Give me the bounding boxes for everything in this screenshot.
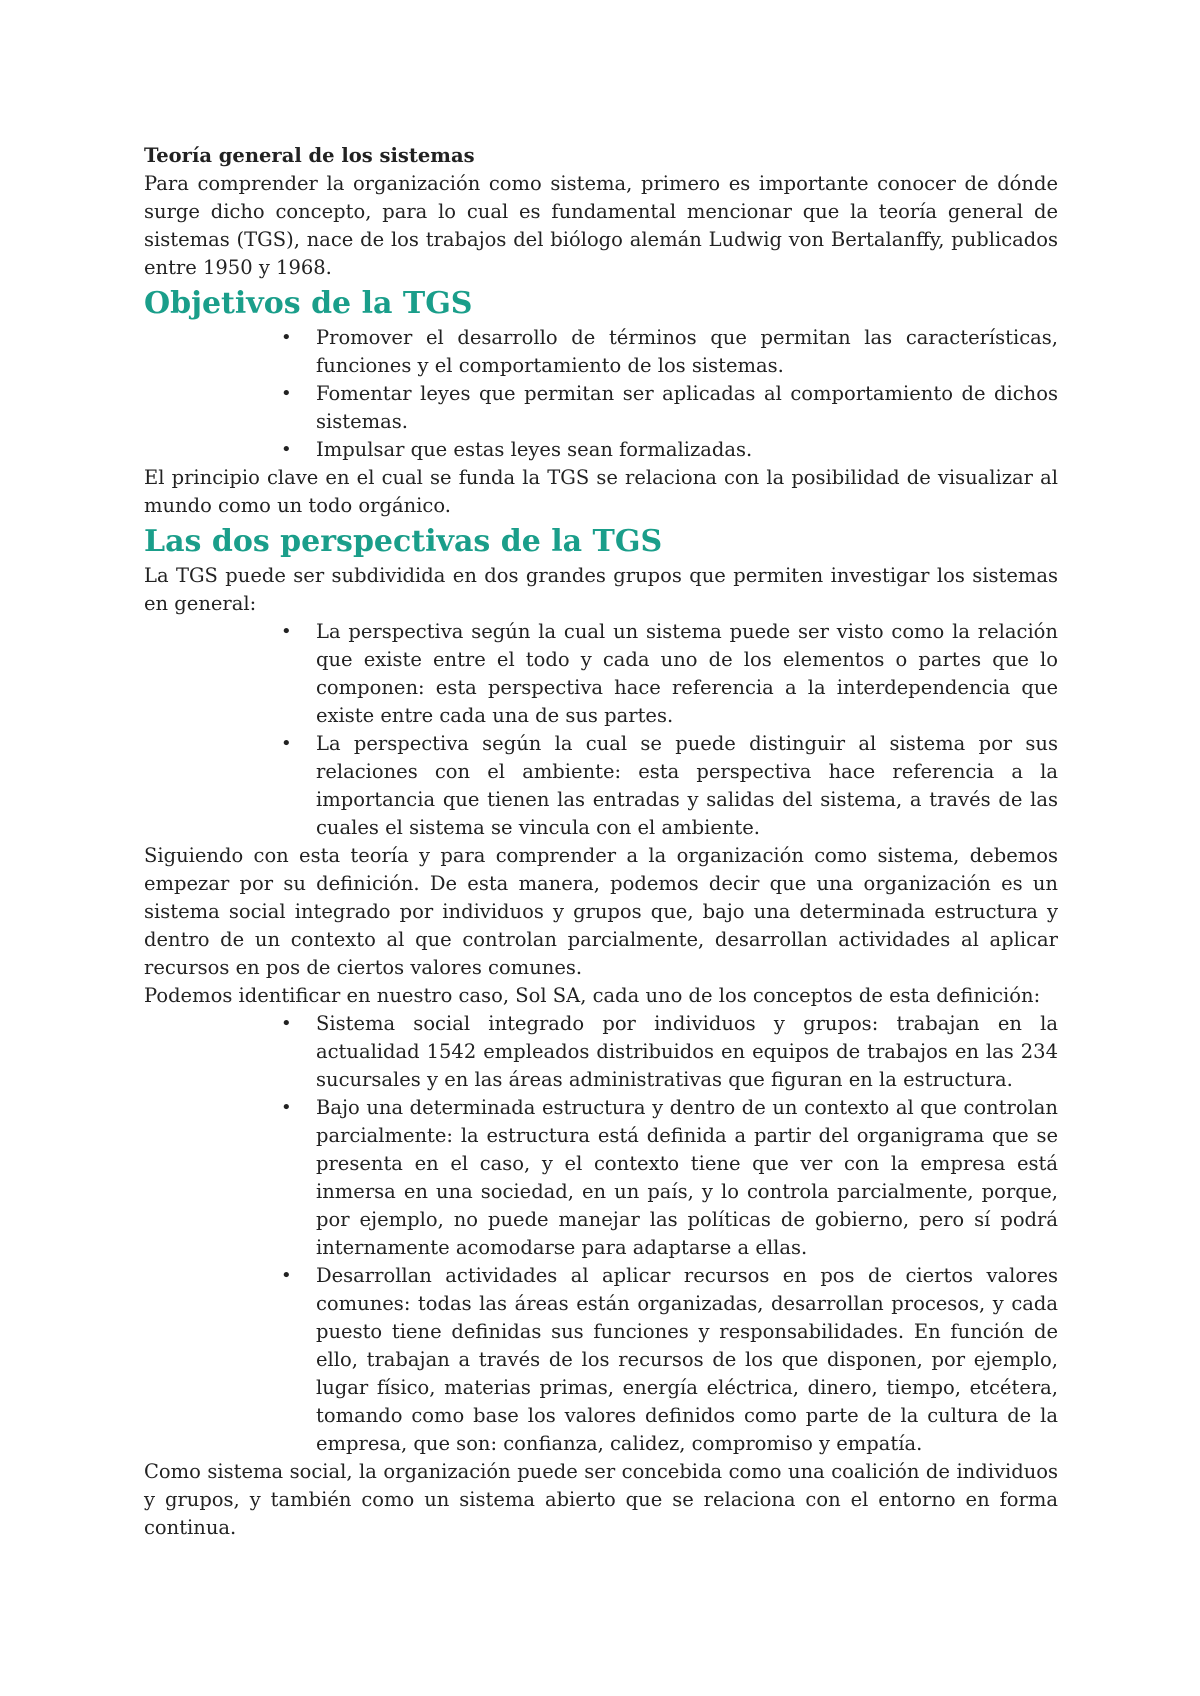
bullet-icon: • <box>281 383 292 404</box>
section-heading-objetivos: Objetivos de la TGS <box>144 286 473 321</box>
concepts-list <box>144 1010 1058 1458</box>
closing-paragraph: Como sistema social, la organización puede ser concebida como una coalición de individuos y grupos, y también como un sistema abierto que se relaciona con el entorno en forma continua. <box>144 1460 1058 1539</box>
objetivos-list <box>144 324 1058 464</box>
perspectivas-intro: La TGS puede ser subdividida en dos grandes grupos que permiten investigar los sistemas en general: <box>144 564 1058 615</box>
objetivos-closing: El principio clave en el cual se funda la TGS se relaciona con la posibilidad de visualizar al mundo como un todo orgánico. <box>144 466 1058 517</box>
perspectivas-list <box>144 618 1058 842</box>
list-item: • Sistema social integrado por individuos y grupos: trabajan en la actualidad 1542 empleados distribuidos en equipos de trabajos en las 234 sucursales y en las áreas administrativas que figuran en la estructura. <box>281 1012 1058 1091</box>
list-item: • Impulsar que estas leyes sean formalizadas. <box>316 436 1058 464</box>
identify-paragraph: Podemos identificar en nuestro caso, Sol SA, cada uno de los conceptos de esta definición: <box>144 984 1041 1007</box>
intro-paragraph: Para comprender la organización como sistema, primero es importante conocer de dónde surge dicho concepto, para lo cual es fundamental mencionar que la teoría general de sistemas (TGS), nace de los trabajos del biólogo alemán Ludwig von Bertalanffy, publicados entre 1950 y 1968. <box>144 172 1058 279</box>
list-item: • La perspectiva según la cual un sistema puede ser visto como la relación que existe entre el todo y cada uno de los elementos o partes que lo componen: esta perspectiva hace referencia a la interdependencia que existe entre cada una de sus partes. <box>281 620 1058 727</box>
section-heading-perspectivas: Las dos perspectivas de la TGS <box>144 524 663 559</box>
definition-paragraph: Siguiendo con esta teoría y para comprender a la organización como sistema, debemos empezar por su definición. De esta manera, podemos decir que una organización es un sistema social integrado por individuos y grupos que, bajo una determinada estructura y dentro de un contexto al que controlan parcialmente, desarrollan actividades al aplicar recursos en pos de ciertos valores comunes. <box>144 844 1058 979</box>
document-page <box>144 142 1058 1542</box>
list-item: • Promover el desarrollo de términos que permitan las características, funciones y el comportamiento de los sistemas. <box>281 326 1058 377</box>
bullet-icon: • <box>281 439 292 460</box>
bullet-icon: • <box>281 327 292 348</box>
bullet-icon: • <box>281 733 292 754</box>
list-item: • Bajo una determinada estructura y dentro de un contexto al que controlan parcialmente: la estructura está definida a partir del organigrama que se presenta en el caso, y el contexto tiene que ver con la empresa está inmersa en una sociedad, en un país, y lo controla parcialmente, porque, por ejemplo, no puede manejar las políticas de gobierno, pero sí podrá internamente acomodarse para adaptarse a ellas. <box>281 1096 1058 1259</box>
bullet-icon: • <box>281 1097 292 1118</box>
bullet-icon: • <box>281 1265 292 1286</box>
list-item: • Desarrollan actividades al aplicar recursos en pos de ciertos valores comunes: todas las áreas están organizadas, desarrollan procesos, y cada puesto tiene definidas sus funciones y responsabilidades. En función de ello, trabajan a través de los recursos de los que disponen, por ejemplo, lugar físico, materias primas, energía eléctrica, dinero, tiempo, etcétera, tomando como base los valores definidos como parte de la cultura de la empresa, que son: confianza, calidez, compromiso y empatía. <box>281 1264 1058 1455</box>
bullet-icon: • <box>281 1013 292 1034</box>
list-item: • La perspectiva según la cual se puede distinguir al sistema por sus relaciones con el ambiente: esta perspectiva hace referencia a la importancia que tienen las entradas y salidas del sistema, a través de las cuales el sistema se vincula con el ambiente. <box>281 732 1058 839</box>
list-item: • Fomentar leyes que permitan ser aplicadas al comportamiento de dichos sistemas. <box>281 382 1058 433</box>
intro-title: Teoría general de los sistemas <box>144 144 475 167</box>
bullet-icon: • <box>281 621 292 642</box>
